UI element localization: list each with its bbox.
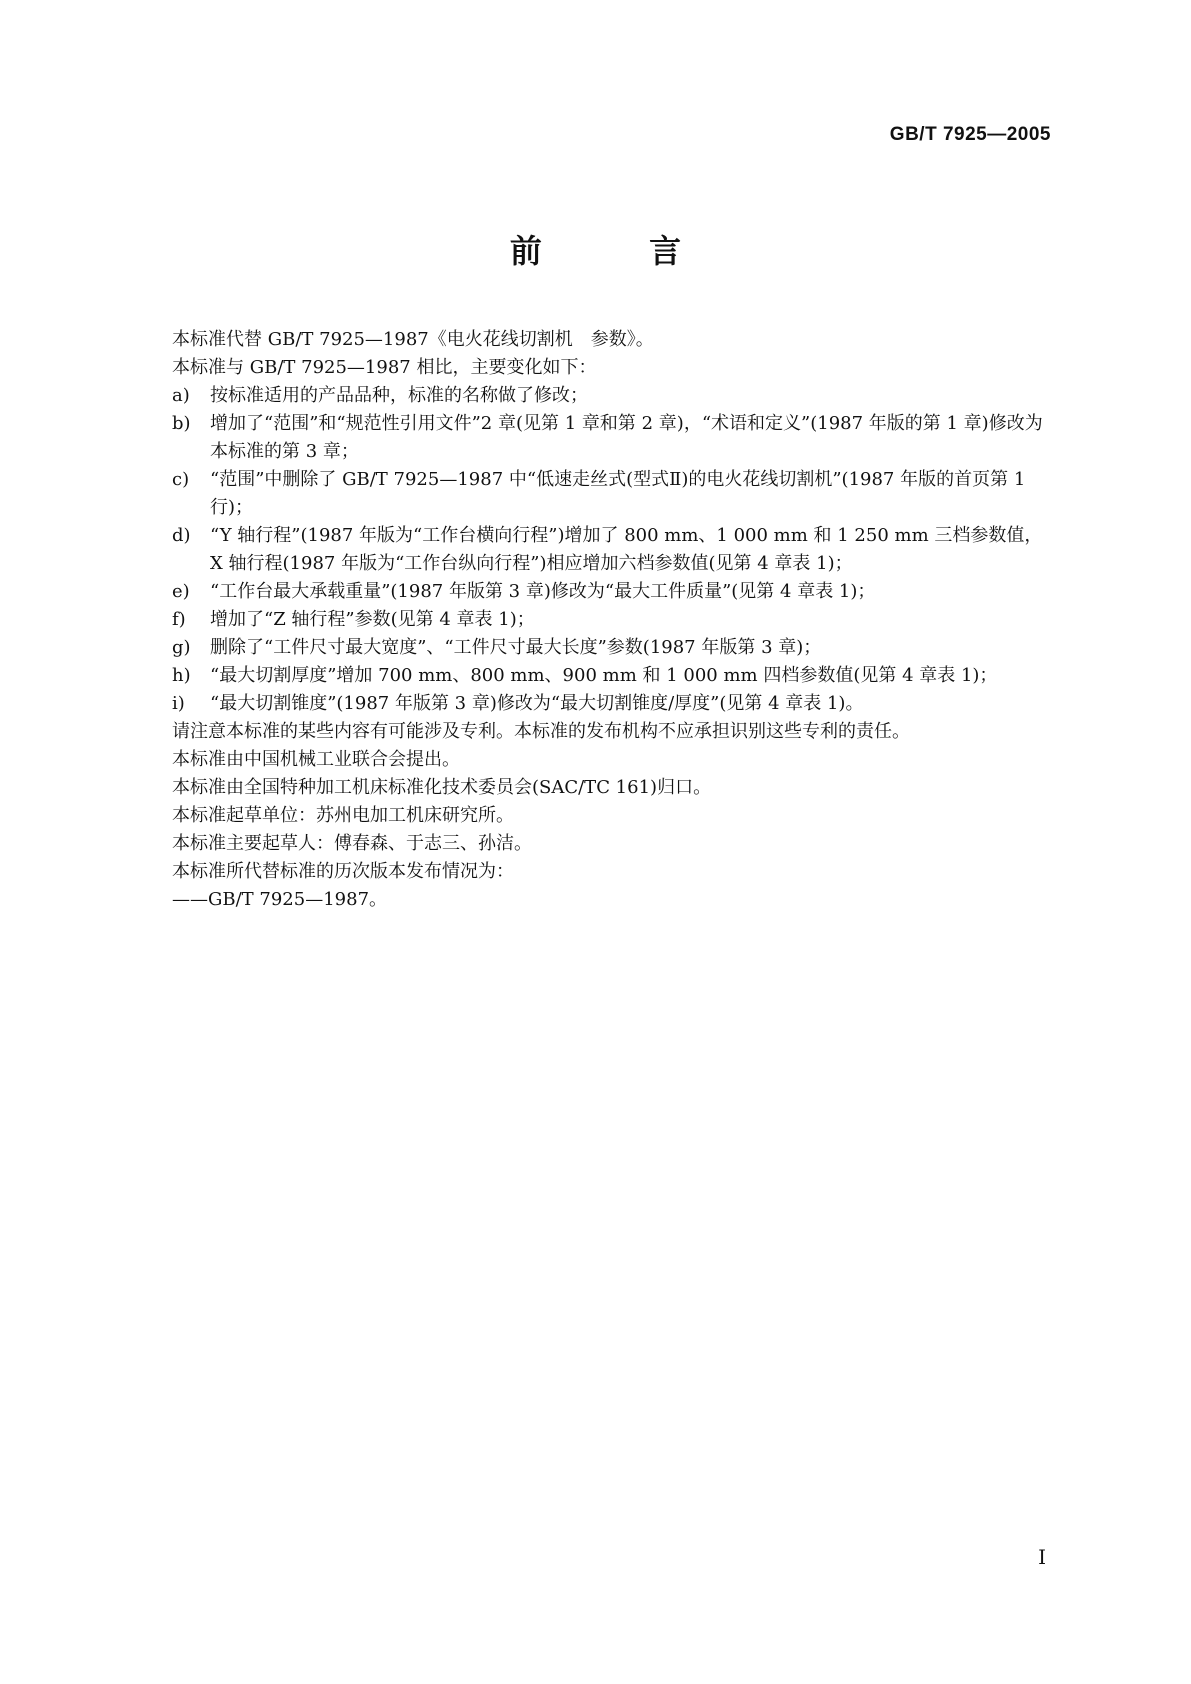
list-marker: a) xyxy=(172,385,190,406)
list-marker: i) xyxy=(172,693,185,714)
paragraph-proposer: 本标准由中国机械工业联合会提出。 xyxy=(172,749,460,770)
page-number: I xyxy=(1038,1545,1046,1569)
paragraph-patent-notice: 请注意本标准的某些内容有可能涉及专利。本标准的发布机构不应承担识别这些专利的责任。 xyxy=(172,721,910,742)
foreword-body xyxy=(172,326,1052,914)
paragraph-drafting-unit: 本标准起草单位：苏州电加工机床研究所。 xyxy=(172,805,514,826)
list-item-text: 增加了“范围”和“规范性引用文件”2 章(见第 1 章和第 2 章)，“术语和定义”(1987 年版的第 1 章)修改为本标准的第 3 章； xyxy=(210,413,1043,462)
list-item-text: “最大切割锥度”(1987 年版第 3 章)修改为“最大切割锥度/厚度”(见第 4 章表 1)。 xyxy=(210,693,864,714)
list-marker: f) xyxy=(172,609,186,630)
list-item xyxy=(172,522,1052,578)
list-item-text: “范围”中删除了 GB/T 7925—1987 中“低速走丝式(型式Ⅱ)的电火花线切割机”(1987 年版的首页第 1 行)； xyxy=(210,469,1026,518)
paragraph-changes-intro: 本标准与 GB/T 7925—1987 相比，主要变化如下： xyxy=(172,357,597,378)
list-item xyxy=(172,578,1052,606)
list-item-text: 增加了“Z 轴行程”参数(见第 4 章表 1)； xyxy=(210,609,535,630)
paragraph-history-intro: 本标准所代替标准的历次版本发布情况为： xyxy=(172,861,514,882)
list-item xyxy=(172,382,1052,410)
list-item xyxy=(172,466,1052,522)
list-item xyxy=(172,410,1052,466)
list-item-text: 按标准适用的产品品种，标准的名称做了修改； xyxy=(210,385,588,406)
list-item xyxy=(172,634,1052,662)
list-item-text: “工作台最大承载重量”(1987 年版第 3 章)修改为“最大工件质量”(见第 4 章表 1)； xyxy=(210,581,876,602)
list-item-text: “最大切割厚度”增加 700 mm、800 mm、900 mm 和 1 000 mm 四档参数值(见第 4 章表 1)； xyxy=(210,665,998,686)
list-item xyxy=(172,606,1052,634)
list-marker: d) xyxy=(172,525,191,546)
paragraph-drafters: 本标准主要起草人：傅春森、于志三、孙洁。 xyxy=(172,833,532,854)
list-marker: b) xyxy=(172,413,191,434)
list-item xyxy=(172,690,1052,718)
history-entry: ——GB/T 7925—1987。 xyxy=(172,889,388,910)
paragraph-replaces: 本标准代替 GB/T 7925—1987《电火花线切割机 参数》。 xyxy=(172,329,654,350)
list-item xyxy=(172,662,1052,690)
list-item-text: “Y 轴行程”(1987 年版为“工作台横向行程”)增加了 800 mm、1 000 mm 和 1 250 mm 三档参数值，X 轴行程(1987 年版为“工作台纵向行程”)相应增加六档参数值(见第 4 章表 1)； xyxy=(210,525,1043,574)
list-marker: g) xyxy=(172,637,191,658)
paragraph-committee: 本标准由全国特种加工机床标准化技术委员会(SAC/TC 161)归口。 xyxy=(172,777,712,798)
list-marker: e) xyxy=(172,581,190,602)
list-item-text: 删除了“工件尺寸最大宽度”、“工件尺寸最大长度”参数(1987 年版第 3 章)； xyxy=(210,637,822,658)
list-marker: c) xyxy=(172,469,190,490)
list-marker: h) xyxy=(172,665,191,686)
page-title: 前 言 xyxy=(509,232,730,270)
standard-number: GB/T 7925—2005 xyxy=(889,124,1051,145)
